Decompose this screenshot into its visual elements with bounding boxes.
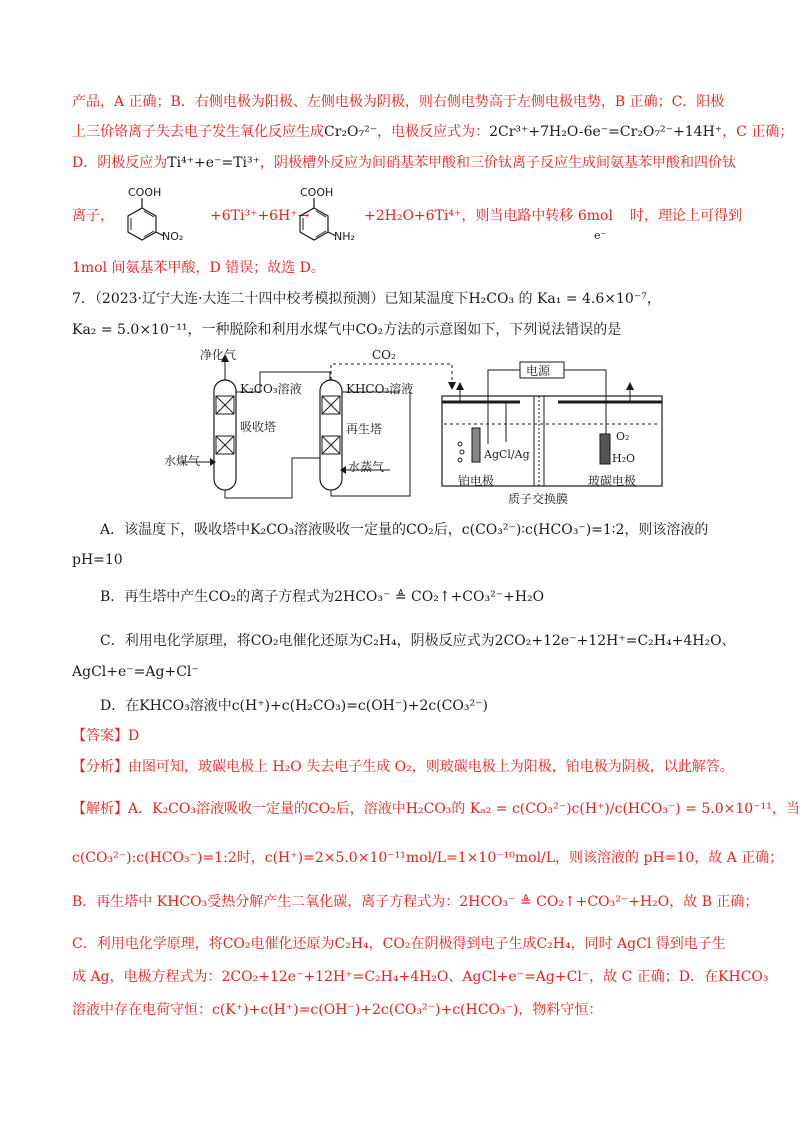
label-power-source: 电源 [526,364,551,378]
solution-line-5: 1mol 间氨基苯甲酸，D 错误；故选 D。 [72,260,325,276]
label-purified-gas: 净化气 [200,348,237,362]
question-7-header: 7．（2023·辽宁大连·大连二十四中校考模拟预测）已知某温度下H₂CO₃ 的 Ka₁ = 4.6×10⁻⁷， [72,291,661,307]
label-h2o: H₂O [612,452,636,465]
label-k2co3-solution: K₂CO₃溶液 [240,382,302,396]
label-regenerator: 再生塔 [346,422,383,436]
option-c-line-2: AgCl+e⁻=Ag+Cl⁻ [72,664,199,680]
option-a-line-2: pH=10 [72,552,123,568]
reaction-end: +2H₂O+6Ti⁴⁺，则当电路中转移 6mol [364,208,613,224]
no2-label: NO₂ [162,230,184,243]
label-o2: O₂ [616,430,630,443]
reaction-middle: +6Ti³⁺+6H⁺→ [210,208,310,224]
solution-line-1: 产品，A 正确；B．右侧电极为阳极、左侧电极为阴极，则右侧电势高于左侧电极电势，B 正确；C．阳极 [72,94,725,110]
label-water-gas: 水煤气 [164,454,201,468]
label-agcl-ag: AgCl/Ag [484,448,530,461]
nh2-label: NH₂ [334,230,355,243]
cooh-label-2: COOH [300,186,334,199]
option-d: D．在KHCO₃溶液中c(H⁺)+c(H₂CO₃)=c(OH⁻)+2c(CO₃²⁻) [100,698,488,714]
option-a-line-1: A．该温度下，吸收塔中K₂CO₃溶液吸收一定量的CO₂后，c(CO₃²⁻)∶c(HCO₃⁻)=1∶2，则该溶液的 [100,522,709,538]
option-c-line-1: C．利用电化学原理，将CO₂电催化还原为C₂H₄，阴极反应式为2CO₂+12e⁻+12H⁺=C₂H₄+4H₂O、 [100,633,736,649]
label-steam: 水蒸气 [348,460,385,474]
reaction-tail: 时，理论上可得到 [630,208,742,224]
explanation-line-2: c(CO₃²⁻):c(HCO₃⁻)=1:2时，c(H⁺)=2×5.0×10⁻¹¹mol/L=1×10⁻¹⁰mol/L，则该溶液的 pH=10，故 A 正确； [72,850,784,866]
solution-line-4: 离子， [72,208,114,224]
explanation-line-6: 溶液中存在电荷守恒：c(K⁺)+c(H⁺)=c(OH⁻)+2c(CO₃²⁻)+c(HCO₃⁻)，物料守恒： [72,1002,603,1018]
cooh-label-1: COOH [128,186,162,199]
answer: 【答案】D [72,728,140,744]
solution-line-3: D．阴极反应为Ti⁴⁺+e⁻=Ti³⁺，阴极槽外反应为间硝基苯甲酸和三价钛离子反应生成间氨基苯甲酸和四价钛 [72,155,737,171]
explanation-line-3: B．再生塔中 KHCO₃受热分解产生二氧化碳，离子方程式为：2HCO₃⁻ ≜ CO₂↑+CO₃²⁻+H₂O，故 B 正确； [72,894,759,910]
label-khco3-solution: KHCO₃溶液 [346,382,414,396]
label-proton-exchange-membrane: 质子交换膜 [508,492,569,506]
label-absorber: 吸收塔 [240,420,277,434]
question-7-stem: Ka₂ = 5.0×10⁻¹¹，一种脱除和利用水煤气中CO₂方法的示意图如下，下列说法错误的是 [72,322,622,338]
explanation-line-5: 成 Ag，电极方程式为：2CO₂+12e⁻+12H⁺=C₂H₄+4H₂O、AgCl+e⁻=Ag+Cl⁻，故 C 正确；D．在KHCO₃ [72,969,769,985]
option-b: B．再生塔中产生CO₂的离子方程式为2HCO₃⁻ ≜ CO₂↑+CO₃²⁻+H₂O [100,589,545,605]
label-glassy-carbon-electrode: 玻碳电极 [588,474,637,488]
label-co2: CO₂ [372,348,396,362]
label-platinum-electrode: 铂电极 [458,474,495,488]
electron-symbol: e⁻ [594,229,607,242]
analysis: 【分析】由图可知，玻碳电极上 H₂O 失去电子生成 O₂，则玻碳电极上为阳极，铂电极为阴极，以此解答。 [72,759,734,775]
explanation-line-1: 【解析】A．K₂CO₃溶液吸收一定量的CO₂后，溶液中H₂CO₃的 Kₐ₂ = c(CO₃²⁻)c(H⁺)/c(HCO₃⁻) = 5.0×10⁻¹¹，当 [72,801,800,817]
solution-line-2: 上三价铬离子失去电子发生氧化反应生成Cr₂O₇²⁻，电极反应式为：2Cr³⁺+7H₂O-6e⁻=Cr₂O₇²⁻+14H⁺，C 正确； [72,124,794,140]
explanation-line-4: C．利用电化学原理，将CO₂电催化还原为C₂H₄，CO₂在阴极得到电子生成C₂H₄，同时 AgCl 得到电子生 [72,936,726,952]
